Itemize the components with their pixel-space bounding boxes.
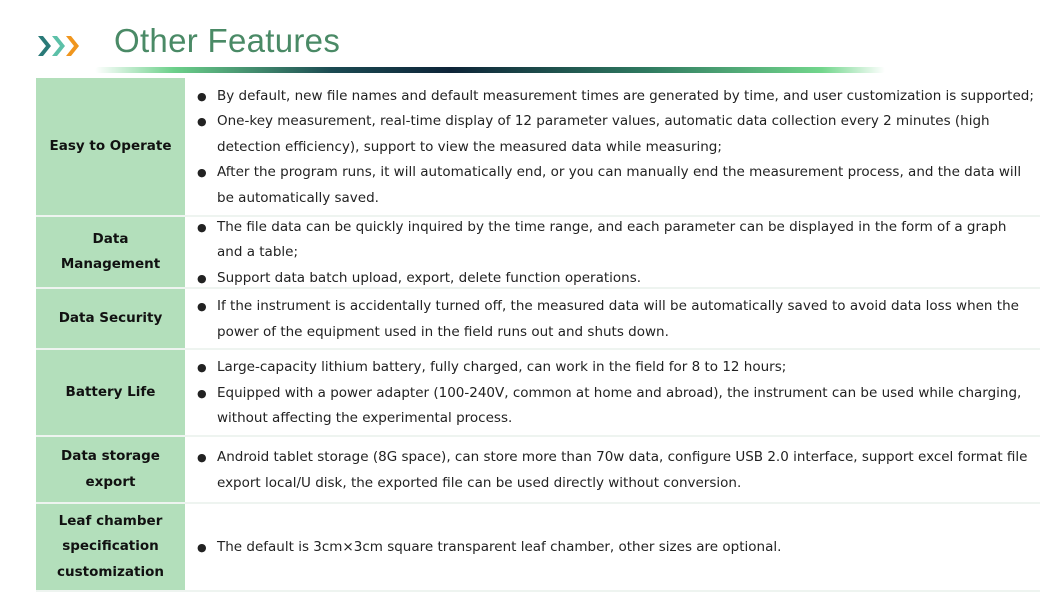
feature-row: [36, 78, 1040, 217]
bullet-item: [197, 266, 1034, 292]
feature-row: [36, 217, 1040, 289]
bullet-item: [197, 535, 1034, 561]
bullet-item: [197, 160, 1034, 211]
bullet-text: Equipped with a power adapter (100-240V, common at home and abroad), the instrument can be used while charging, without affecting the experimental process.: [217, 384, 1022, 427]
bullet-icon: ●: [197, 271, 207, 285]
bullet-icon: ●: [197, 166, 207, 180]
title-divider: [95, 67, 885, 73]
bullet-item: [197, 381, 1034, 432]
bullet-text: By default, new file names and default measurement times are generated by time, and user customization is supported;: [217, 87, 1034, 104]
feature-content: [187, 78, 1040, 215]
bullet-text: Large-capacity lithium battery, fully charged, can work in the field for 8 to 12 hours;: [217, 359, 787, 376]
bullet-text: The file data can be quickly inquired by the time range, and each parameter can be displayed in the form of a graph and a table;: [217, 218, 1007, 261]
page-title: Other Features: [114, 22, 341, 59]
bullet-icon: ●: [197, 220, 207, 234]
bullet-text: If the instrument is accidentally turned off, the measured data will be automatically saved to avoid data loss when the power of the equipment used in the field runs out and shuts down.: [217, 298, 1019, 340]
feature-label: Easy to Operate: [36, 78, 187, 215]
feature-row: [36, 437, 1040, 504]
bullet-text: Android tablet storage (8G space), can store more than 70w data, configure USB 2.0 interface, support excel format file export local/U disk, the exported file can be used directly without conversion.: [217, 449, 1028, 491]
feature-content: [187, 289, 1040, 348]
bullet-item: [197, 215, 1034, 266]
feature-row: [36, 289, 1040, 350]
bullet-icon: ●: [197, 451, 207, 464]
bullet-item: [197, 109, 1034, 160]
bullet-icon: ●: [197, 386, 207, 400]
bullet-icon: ●: [197, 541, 207, 555]
bullet-item: [197, 294, 1034, 345]
feature-label: Data Security: [36, 289, 187, 348]
feature-label: Battery Life: [36, 350, 187, 435]
bullet-icon: ●: [197, 89, 207, 103]
feature-content: [187, 437, 1040, 502]
bullet-item: [197, 445, 1034, 496]
bullet-text: Support data batch upload, export, delete function operations.: [217, 269, 642, 286]
feature-content: [187, 350, 1040, 435]
bullet-icon: ●: [197, 115, 207, 129]
feature-content: [187, 504, 1040, 590]
feature-label: Data storage export: [36, 437, 187, 502]
feature-label: Leaf chamber specification customization: [36, 504, 187, 590]
feature-label: Data Management: [36, 217, 187, 287]
feature-row: [36, 350, 1040, 437]
bullet-text: After the program runs, it will automatically end, or you can manually end the measurement process, and the data will be automatically saved.: [217, 164, 1022, 206]
features-table: [36, 78, 1040, 592]
bullet-icon: ●: [197, 300, 207, 313]
feature-row: [36, 504, 1040, 592]
bullet-item: [197, 84, 1034, 110]
bullet-text: One-key measurement, real-time display of 12 parameter values, automatic data collection every 2 minutes (high detection efficiency), support to view the measured data while measuring;: [217, 113, 990, 155]
bullet-item: [197, 355, 1034, 381]
bullet-text: The default is 3cm×3cm square transparent leaf chamber, other sizes are optional.: [217, 539, 782, 556]
feature-content: [187, 217, 1040, 287]
bullet-icon: ●: [197, 361, 207, 375]
chevrons-logo-icon: [36, 33, 86, 59]
